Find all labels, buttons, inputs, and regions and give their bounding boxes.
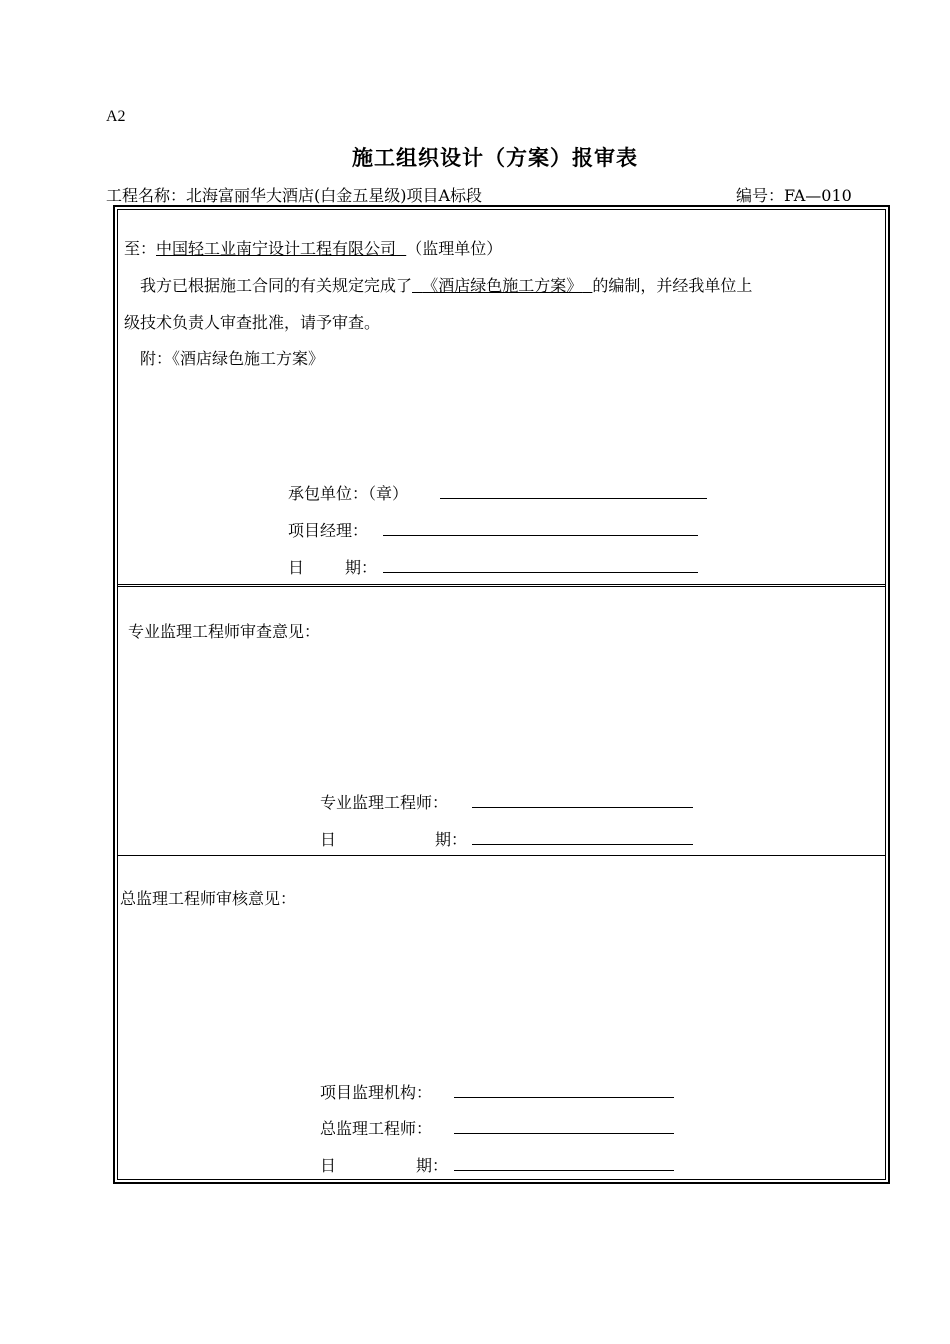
manager-signature-line[interactable] [383,535,698,536]
engineer-signature-line[interactable] [472,807,693,808]
engineer-review-heading: 专业监理工程师审查意见： [128,622,321,641]
contractor-signature-line[interactable] [440,498,707,499]
date-label-2a: 日 [320,830,337,849]
document-code: A2 [106,108,126,125]
section-divider-1 [117,584,886,587]
attachment-line: 附：《酒店绿色施工方案》 [140,349,325,368]
date-line-1[interactable] [383,572,698,573]
date-label-2b: 期： [435,830,468,849]
chief-review-heading: 总监理工程师审核意见： [120,889,297,908]
date-label-3b: 期： [416,1156,449,1175]
manager-label: 项目经理： [288,521,369,540]
contractor-label: 承包单位：（章） [288,484,409,503]
date-label-1a: 日 [288,558,305,577]
chief-engineer-signature-line[interactable] [454,1133,674,1134]
body-prefix: 我方已根据施工合同的有关规定完成了 [140,276,413,295]
agency-signature-line[interactable] [454,1097,674,1098]
date-label-3a: 日 [320,1156,337,1175]
engineer-label: 专业监理工程师： [320,793,449,812]
agency-label: 项目监理机构： [320,1083,433,1102]
supervision-unit-name: 中国轻工业南宁设计工程有限公司 [156,239,397,258]
section-divider-2 [117,855,886,856]
body-line-2: 级技术负责人审查批准，请予审查。 [124,313,381,332]
body-line-1 [140,273,752,296]
page-title: 施工组织设计（方案）报审表 [352,146,638,170]
date-line-3[interactable] [454,1170,674,1171]
body-suffix: 的编制，并经我单位上 [592,276,753,295]
chief-engineer-label: 总监理工程师： [320,1119,433,1138]
date-label-1b: 期： [345,558,378,577]
project-name: 工程名称：北海富丽华大酒店(白金五星级)项目A标段 [106,186,483,205]
plan-name: 《酒店绿色施工方案》 [422,276,583,295]
document-number: 编号：FA—010 [736,186,852,205]
recipient-suffix: （监理单位） [406,239,503,258]
date-line-2[interactable] [472,844,693,845]
recipient-line [124,236,502,259]
recipient-prefix: 至： [124,239,157,258]
